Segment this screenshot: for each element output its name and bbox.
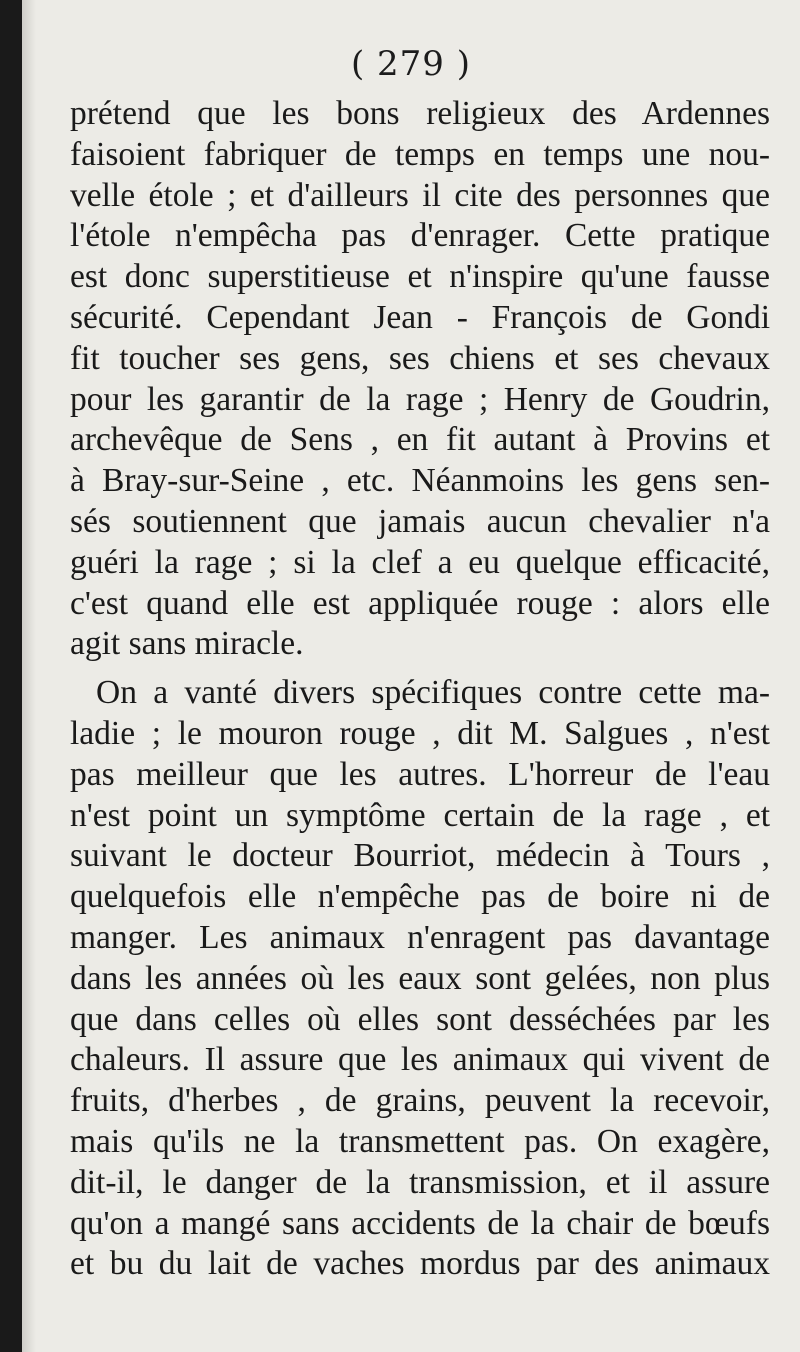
text-line: guéri la rage ; si la clef a eu quelque efficacité, [70, 543, 770, 581]
text-line: manger. Les animaux n'enragent pas davantage [70, 918, 770, 956]
page-edge-shadow [22, 0, 36, 1352]
paragraph-gap [70, 665, 770, 673]
text-line: à Bray-sur-Seine , etc. Néanmoins les gens sen- [70, 462, 770, 500]
text-line: ladie ; le mouron rouge , dit M. Salgues , n'est [70, 714, 770, 752]
text-line: que dans celles où elles sont desséchées par les [70, 1000, 770, 1038]
text-line: mais qu'ils ne la transmettent pas. On exagère, [70, 1122, 770, 1160]
body-text [70, 94, 770, 1285]
text-line: et bu du lait de vaches mordus par des animaux [70, 1245, 770, 1283]
text-line: l'étole n'empêcha pas d'enrager. Cette pratique [70, 217, 770, 255]
text-line: dans les années où les eaux sont gelées, non plus [70, 959, 770, 997]
text-line: pour les garantir de la rage ; Henry de Goudrin, [70, 380, 770, 418]
text-line: n'est point un symptôme certain de la rage , et [70, 796, 770, 834]
text-line: qu'on a mangé sans accidents de la chair de bœufs [70, 1204, 770, 1242]
text-line: sécurité. Cependant Jean - François de Gondi [70, 298, 770, 336]
page-number: ( 279 ) [350, 44, 472, 84]
text-line: agit sans miracle. [70, 625, 304, 663]
text-line: chaleurs. Il assure que les animaux qui vivent de [70, 1041, 770, 1079]
text-line: dit-il, le danger de la transmission, et il assure [70, 1163, 770, 1201]
text-line: fit toucher ses gens, ses chiens et ses chevaux [70, 339, 770, 377]
text-line: quelquefois elle n'empêche pas de boire ni de [70, 878, 770, 916]
text-line: est donc superstitieuse et n'inspire qu'une fausse [70, 258, 770, 296]
text-line: fruits, d'herbes , de grains, peuvent la recevoir, [70, 1082, 770, 1120]
text-line: suivant le docteur Bourriot, médecin à Tours , [70, 837, 770, 875]
book-page [22, 0, 800, 1352]
text-line: prétend que les bons religieux des Ardennes [70, 95, 770, 132]
text-line: faisoient fabriquer de temps en temps une nou- [70, 135, 770, 173]
text-line: sés soutiennent que jamais aucun chevalier n'a [70, 502, 770, 540]
text-line: velle étole ; et d'ailleurs il cite des personnes que [70, 176, 770, 214]
paragraph-1 [70, 94, 770, 665]
paragraph-2 [70, 673, 770, 1285]
text-line: c'est quand elle est appliquée rouge : alors elle [70, 584, 770, 622]
text-line: pas meilleur que les autres. L'horreur de l'eau [70, 755, 770, 793]
text-line: On a vanté divers spécifiques contre cette ma- [96, 674, 770, 712]
text-line: archevêque de Sens , en fit autant à Provins et [70, 421, 770, 459]
